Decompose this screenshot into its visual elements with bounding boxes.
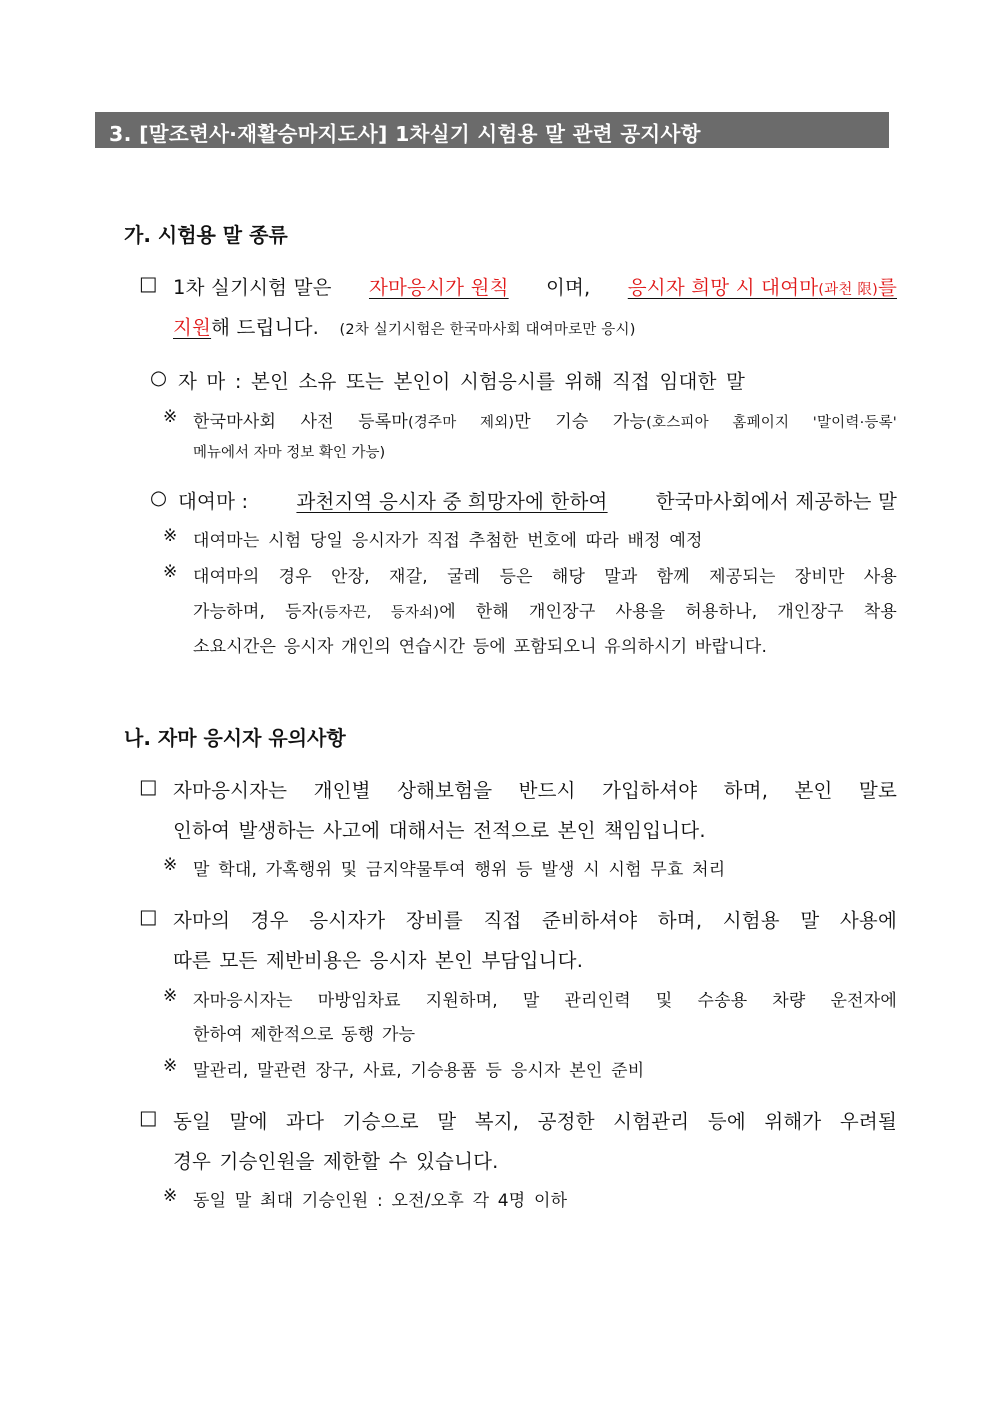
para-b1-line2: 인하여 발생하는 사고에 대해서는 전적으로 본인 책임입니다.	[173, 819, 706, 842]
rental-definition	[178, 486, 897, 514]
para-a1-rental-support: 응시자 희망 시 대여마	[627, 276, 819, 299]
para-b2-line1	[173, 905, 897, 933]
bullet-circle: ○	[150, 366, 168, 389]
heading-horse-types: 가. 시험용 말 종류	[124, 223, 288, 247]
section-title: 3. [말조련사·재활승마지도사] 1차실기 시험용 말 관련 공지사항	[109, 122, 701, 146]
para-b2-note1a: 자마응시자는 마방임차료 지원하며, 말 관리인력 및 수송용 차량 운전자에	[193, 991, 897, 1011]
para-b1-text1: 자마응시자는 개인별 상해보험을 반드시 가입하셔야 하며, 본인 말로	[173, 779, 897, 802]
para-b2-note1-line1	[193, 986, 897, 1011]
para-b3-note: 동일 말 최대 기승인원 : 오전/오후 각 4명 이하	[193, 1191, 568, 1211]
note-mark: ※	[163, 1056, 178, 1076]
rental-note2-line1	[193, 562, 897, 587]
para-a1-line1	[173, 272, 897, 300]
note-mark: ※	[163, 562, 178, 582]
rental-note2b3: 에 한해 개인장구 사용을 허용하나, 개인장구 착용	[439, 602, 897, 622]
rental-gwacheon-applicants: 과천지역 응시자 중 희망자에 한하여	[296, 490, 608, 513]
para-b3-line2: 경우 기승인원을 제한할 수 있습니다.	[173, 1150, 499, 1173]
para-a1-support: 지원	[173, 316, 212, 339]
para-a1-second-exam-note: (2차 실기시험은 한국마사회 대여마로만 응시)	[339, 322, 636, 338]
para-a1-text3: 이며,	[545, 276, 591, 299]
heading-own-horse-notes: 나. 자마 응시자 유의사항	[124, 726, 346, 750]
bullet-square: □	[139, 905, 158, 928]
para-a1-line2	[173, 312, 636, 340]
bullet-circle: ○	[150, 486, 168, 509]
para-a1-gwacheon-only: (과천 限)	[818, 282, 878, 298]
bullet-square: □	[139, 1106, 158, 1129]
para-b3-text1: 동일 말에 과다 기승으로 말 복지, 공정한 시험관리 등에 위해가 우려될	[173, 1110, 897, 1133]
rental-note2-line2	[193, 597, 897, 622]
para-b2-text1: 자마의 경우 응시자가 장비를 직접 준비하셔야 하며, 시험용 말 사용에	[173, 909, 897, 932]
note-mark: ※	[163, 986, 178, 1006]
rental-note2-line3: 소요시간은 응시자 개인의 연습시간 등에 포함되오니 유의하시기 바랍니다.	[193, 637, 768, 657]
rental-label: 대여마 :	[178, 490, 249, 513]
rental-note2a: 대여마의 경우 안장, 재갈, 굴레 등은 해당 말과 함께 제공되는 장비만 사용	[193, 567, 897, 587]
para-b1-line1	[173, 775, 897, 803]
para-b2-line2: 따른 모든 제반비용은 응시자 본인 부담입니다.	[173, 949, 584, 972]
rental-note2b1: 가능하며, 등자	[193, 602, 319, 622]
para-a1-text1: 1차 실기시험 말은	[173, 276, 332, 299]
jama-note-registered: 한국마사회 사전 등록마	[193, 412, 408, 432]
para-b1-note: 말 학대, 가혹행위 및 금지약물투여 행위 등 발생 시 시험 무효 처리	[193, 860, 726, 880]
para-a1-text8: 해 드립니다.	[211, 316, 320, 339]
jama-definition: 자 마 : 본인 소유 또는 본인이 시험응시를 위해 직접 임대한 말	[178, 370, 746, 393]
jama-note-exclude: (경주마 제외)	[407, 415, 515, 431]
para-a1-text6: 를	[877, 276, 897, 299]
note-mark: ※	[163, 1186, 178, 1206]
section-title-bar	[95, 112, 889, 148]
jama-note-horspia: (호스피아 홈페이지 '말이력·등록'	[646, 415, 897, 431]
bullet-square: □	[139, 272, 158, 295]
jama-note-line2: 메뉴에서 자마 정보 확인 가능)	[193, 445, 386, 461]
note-mark: ※	[163, 526, 178, 546]
jama-note-ride: 만 기승 가능	[514, 412, 647, 432]
para-b2-note1-line2: 한하여 제한적으로 동행 가능	[193, 1025, 416, 1045]
para-b3-line1	[173, 1106, 897, 1134]
note-mark: ※	[163, 855, 178, 875]
rental-note1: 대여마는 시험 당일 응시자가 직접 추첨한 번호에 따라 배정 예정	[193, 531, 703, 551]
para-b2-note2: 말관리, 말관련 장구, 사료, 기승용품 등 응시자 본인 준비	[193, 1061, 645, 1081]
para-a1-own-horse-principle: 자마응시가 원칙	[368, 276, 509, 299]
note-mark: ※	[163, 407, 178, 427]
rental-provided: 한국마사회에서 제공하는 말	[655, 490, 897, 513]
rental-note2b2: (등자끈, 등자쇠)	[318, 605, 440, 621]
jama-note-line1	[193, 407, 897, 432]
bullet-square: □	[139, 775, 158, 798]
